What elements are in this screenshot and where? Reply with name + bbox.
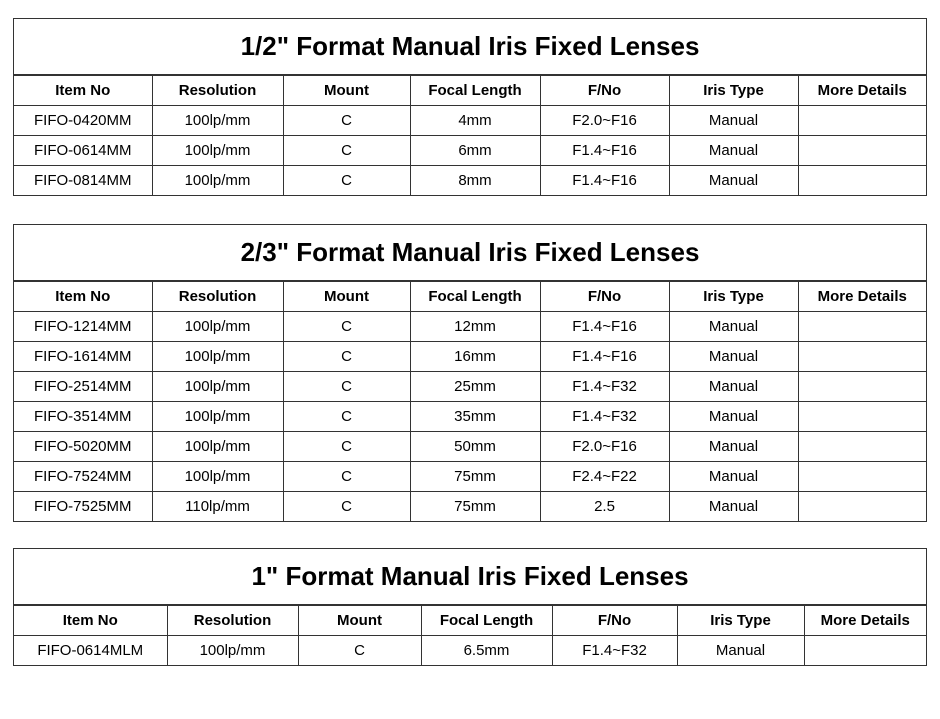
cell-focal-length: 4mm [410,106,540,136]
cell-f-no: F1.4~F16 [540,342,669,372]
cell-focal-length: 6.5mm [421,636,552,666]
header-more-details: More Details [798,76,926,106]
cell-item-no: FIFO-0814MM [14,166,152,196]
cell-resolution: 100lp/mm [152,312,283,342]
cell-focal-length: 75mm [410,492,540,522]
cell-focal-length: 6mm [410,136,540,166]
header-focal-length: Focal Length [421,606,552,636]
cell-focal-length: 12mm [410,312,540,342]
cell-f-no: F1.4~F32 [540,372,669,402]
header-row [14,76,926,106]
table-row [14,136,926,166]
cell-iris-type: Manual [669,462,798,492]
lens-table [14,605,926,665]
lens-table [14,75,926,195]
header-resolution: Resolution [152,282,283,312]
header-row [14,606,926,636]
cell-item-no: FIFO-0614MM [14,136,152,166]
cell-mount: C [283,136,410,166]
table-title: 2/3" Format Manual Iris Fixed Lenses [14,225,926,281]
cell-f-no: F1.4~F16 [540,136,669,166]
cell-more-details[interactable] [798,462,926,492]
table-row [14,402,926,432]
header-resolution: Resolution [152,76,283,106]
cell-focal-length: 75mm [410,462,540,492]
cell-resolution: 110lp/mm [152,492,283,522]
table-row [14,372,926,402]
header-mount: Mount [283,76,410,106]
lens-table-two-thirds-inch [13,224,927,522]
header-iris-type: Iris Type [669,282,798,312]
cell-iris-type: Manual [669,166,798,196]
cell-iris-type: Manual [669,432,798,462]
cell-mount: C [283,432,410,462]
cell-focal-length: 50mm [410,432,540,462]
cell-mount: C [298,636,421,666]
cell-focal-length: 16mm [410,342,540,372]
cell-iris-type: Manual [669,402,798,432]
header-more-details: More Details [798,282,926,312]
cell-f-no: F1.4~F32 [540,402,669,432]
cell-mount: C [283,342,410,372]
cell-f-no: F2.0~F16 [540,432,669,462]
header-mount: Mount [283,282,410,312]
cell-f-no: F1.4~F16 [540,312,669,342]
cell-more-details[interactable] [804,636,926,666]
cell-item-no: FIFO-0420MM [14,106,152,136]
table-row [14,492,926,522]
cell-more-details[interactable] [798,372,926,402]
cell-more-details[interactable] [798,166,926,196]
header-iris-type: Iris Type [677,606,804,636]
cell-f-no: F1.4~F16 [540,166,669,196]
cell-resolution: 100lp/mm [152,342,283,372]
cell-more-details[interactable] [798,492,926,522]
header-resolution: Resolution [167,606,298,636]
cell-resolution: 100lp/mm [167,636,298,666]
header-more-details: More Details [804,606,926,636]
cell-resolution: 100lp/mm [152,462,283,492]
header-focal-length: Focal Length [410,76,540,106]
table-row [14,462,926,492]
cell-more-details[interactable] [798,342,926,372]
cell-f-no: F2.4~F22 [540,462,669,492]
cell-more-details[interactable] [798,432,926,462]
cell-mount: C [283,106,410,136]
cell-resolution: 100lp/mm [152,372,283,402]
header-item-no: Item No [14,76,152,106]
header-row [14,282,926,312]
cell-resolution: 100lp/mm [152,136,283,166]
cell-resolution: 100lp/mm [152,166,283,196]
lens-table [14,281,926,521]
cell-mount: C [283,312,410,342]
cell-more-details[interactable] [798,312,926,342]
header-item-no: Item No [14,282,152,312]
cell-item-no: FIFO-1614MM [14,342,152,372]
cell-more-details[interactable] [798,106,926,136]
header-f-no: F/No [540,76,669,106]
cell-mount: C [283,492,410,522]
table-row [14,312,926,342]
cell-f-no: F1.4~F32 [552,636,677,666]
cell-f-no: 2.5 [540,492,669,522]
cell-item-no: FIFO-7525MM [14,492,152,522]
cell-item-no: FIFO-0614MLM [14,636,167,666]
cell-iris-type: Manual [669,136,798,166]
lens-table-half-inch [13,18,927,196]
table-row [14,342,926,372]
cell-focal-length: 8mm [410,166,540,196]
header-f-no: F/No [552,606,677,636]
table-title: 1" Format Manual Iris Fixed Lenses [14,549,926,605]
table-title: 1/2" Format Manual Iris Fixed Lenses [14,19,926,75]
table-row [14,166,926,196]
table-row [14,432,926,462]
header-item-no: Item No [14,606,167,636]
cell-iris-type: Manual [677,636,804,666]
cell-iris-type: Manual [669,106,798,136]
cell-focal-length: 35mm [410,402,540,432]
cell-resolution: 100lp/mm [152,432,283,462]
cell-f-no: F2.0~F16 [540,106,669,136]
cell-more-details[interactable] [798,402,926,432]
cell-resolution: 100lp/mm [152,106,283,136]
header-f-no: F/No [540,282,669,312]
cell-iris-type: Manual [669,372,798,402]
cell-more-details[interactable] [798,136,926,166]
cell-resolution: 100lp/mm [152,402,283,432]
cell-item-no: FIFO-7524MM [14,462,152,492]
cell-item-no: FIFO-5020MM [14,432,152,462]
cell-mount: C [283,166,410,196]
cell-mount: C [283,462,410,492]
table-row [14,106,926,136]
cell-mount: C [283,402,410,432]
table-row [14,636,926,666]
lens-table-one-inch [13,548,927,666]
cell-iris-type: Manual [669,312,798,342]
cell-item-no: FIFO-1214MM [14,312,152,342]
cell-mount: C [283,372,410,402]
cell-focal-length: 25mm [410,372,540,402]
cell-item-no: FIFO-2514MM [14,372,152,402]
header-focal-length: Focal Length [410,282,540,312]
cell-item-no: FIFO-3514MM [14,402,152,432]
header-iris-type: Iris Type [669,76,798,106]
cell-iris-type: Manual [669,492,798,522]
cell-iris-type: Manual [669,342,798,372]
header-mount: Mount [298,606,421,636]
